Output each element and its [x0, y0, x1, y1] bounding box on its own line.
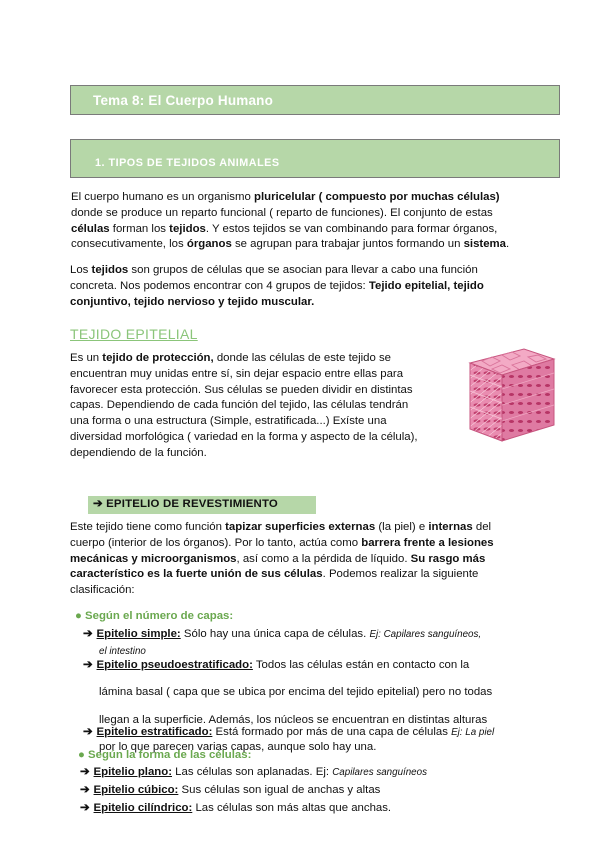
cilindrico-item: ➔ Epitelio cilíndrico: Las células son más altas que anchas.: [80, 802, 392, 814]
section-title: 1. TIPOS DE TEJIDOS ANIMALES: [95, 157, 280, 169]
section-banner: [70, 139, 560, 178]
pseudo-item: ➔ Epitelio pseudoestratificado: Todos las células están en contacto con la: [83, 659, 470, 671]
arrow-icon: ➔: [83, 628, 93, 640]
intro-paragraph: El cuerpo humano es un organismo pluricelular ( compuesto por muchas células) donde se produce un reparto funcional ( reparto de funciones). El conjunto de estas células forman los tejidos. Y estos tejidos se van combinando para formar órganos, consecutivamente, los órganos se agrupan para trabajar juntos formando un sistema.: [71, 191, 510, 251]
arrow-icon: ➔: [80, 766, 90, 778]
epitelial-paragraph: Es un tejido de protección, donde las células de este tejido se encuentran muy unidas entre sí, sin dejar espacio entre ellas para favorecer esta protección. Sus células se pueden dividir en distintas capas. Dependiendo de cada función del tejido, las células tendrán una forma o una estructura (Simple, estratificada...) Exíste una diversidad morfológica ( variedad en la forma y aspecto de la célula), dependiendo de la función.: [70, 352, 418, 459]
tejido-epitelial-heading: TEJIDO EPITELIAL: [70, 326, 198, 342]
cubico-item: ➔ Epitelio cúbico: Sus células son igual de anchas y altas: [80, 784, 381, 796]
pseudo-description: lámina basal ( capa que se ubica por encima del tejido epitelial) pero no todas llegan a la superficie. Además, los núcleos se encuentran en distintas alturas por lo que parecen varias capas, aunque solo hay una.: [99, 686, 493, 753]
arrow-icon: ➔: [83, 659, 93, 671]
epithelial-tissue-illustration: [462, 345, 558, 445]
revestimiento-title: ➔ EPITELIO DE REVESTIMIENTO: [93, 498, 278, 510]
page-title: Tema 8: El Cuerpo Humano: [93, 93, 274, 108]
arrow-icon: ➔: [80, 802, 90, 814]
tejidos-paragraph: Los tejidos son grupos de células que se asocian para llevar a cabo una función concreta. Nos podemos encontrar con 4 grupos de tejidos: Tejido epitelial, tejido conjuntivo, tejido nervioso y tejido muscular.: [70, 264, 484, 308]
revestimiento-paragraph: Este tejido tiene como función tapizar superficies externas (la piel) e internas del cuerpo (interior de los órganos). Por lo tanto, actúa como barrera frente a lesiones mecánicas y microorganismos, así como a la pérdida de líquido. Su rasgo más característico es la fuerte unión de sus células. Podemos realizar la siguiente clasificación:: [70, 521, 494, 597]
capas-heading: ● Según el número de capas:: [75, 610, 234, 622]
forma-heading: ● Según la forma de las células:: [78, 749, 252, 761]
arrow-icon: ➔: [83, 726, 93, 738]
simple-item: ➔ Epitelio simple: Sólo hay una única capa de células. Ej: Capilares sanguíneos,: [83, 628, 482, 640]
estratificado-item: ➔ Epitelio estratificado: Está formado por más de una capa de células Ej: La piel: [83, 726, 495, 738]
revestimiento-banner: [88, 496, 316, 514]
arrow-icon: ➔: [80, 784, 90, 796]
simple-example: el intestino: [99, 646, 146, 657]
title-banner: [70, 85, 560, 115]
plano-item: ➔ Epitelio plano: Las células son aplanadas. Ej: Capilares sanguíneos: [80, 766, 427, 778]
